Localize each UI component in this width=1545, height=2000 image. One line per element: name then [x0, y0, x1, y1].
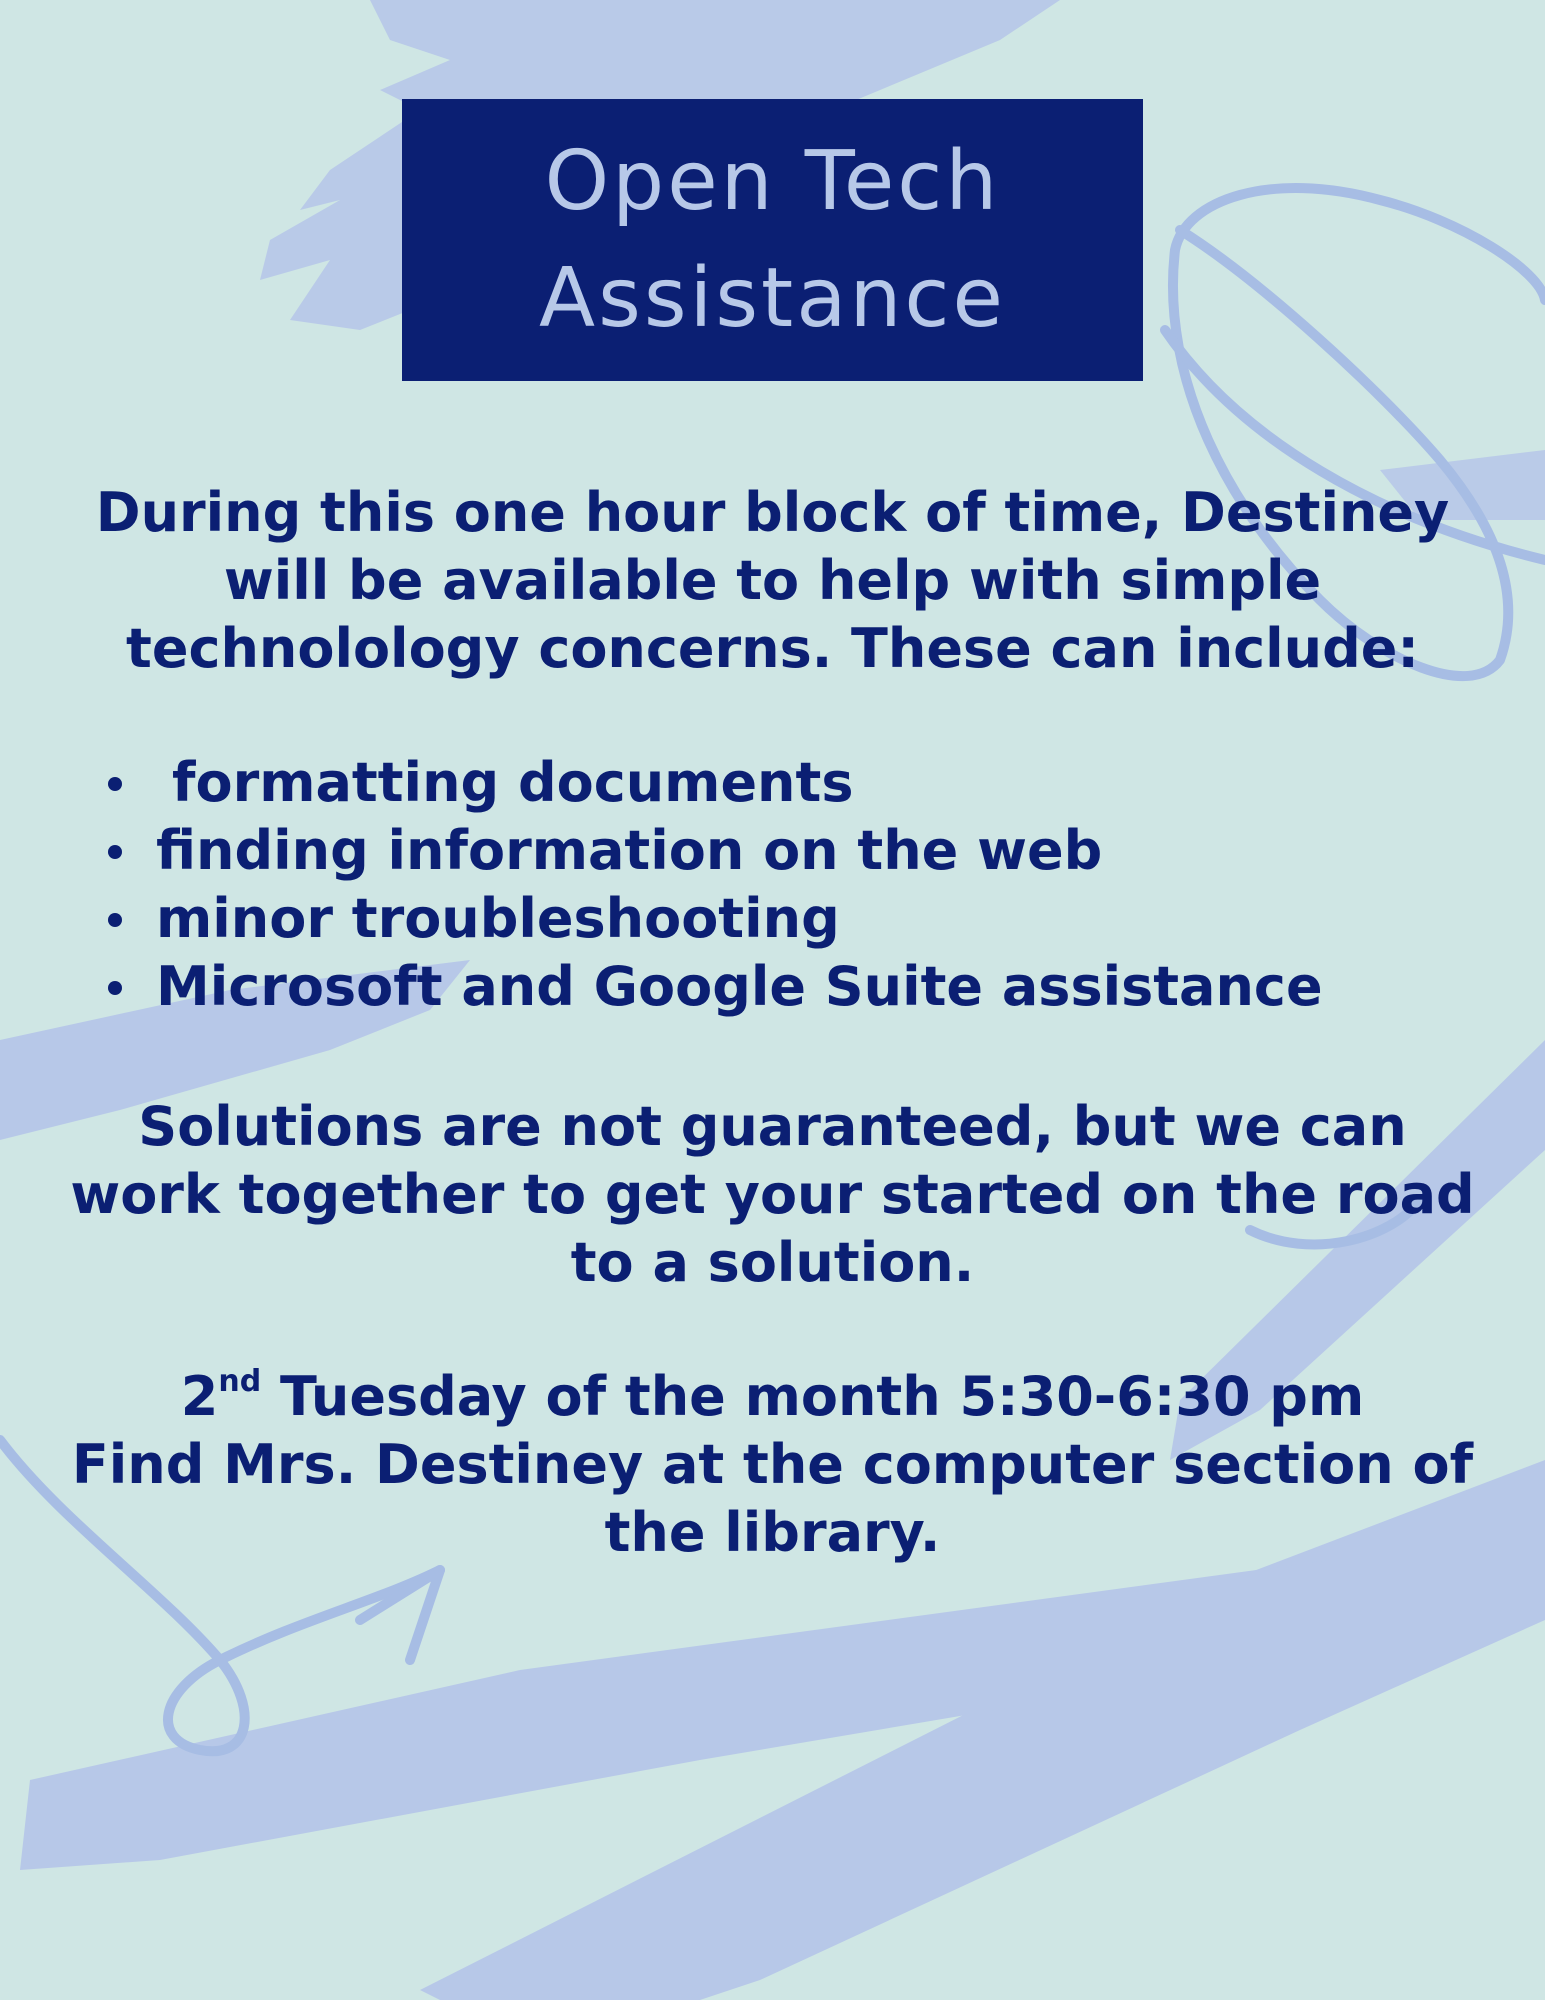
list-item	[100, 817, 1323, 885]
list-item-text: finding information on the web	[156, 819, 1103, 882]
schedule-line-2: Find Mrs. Destiney at the computer section of	[71, 1433, 1474, 1496]
intro-paragraph	[0, 479, 1545, 683]
bullet-icon	[108, 845, 122, 859]
intro-line-3: technolology concerns. These can include:	[126, 617, 1419, 680]
schedule-line-1	[0, 1363, 1545, 1431]
solutions-line-3: to a solution.	[570, 1231, 975, 1294]
title-line-1: Open Tech	[544, 134, 1001, 229]
list-item-text: Microsoft and Google Suite assistance	[156, 955, 1323, 1018]
title-line-2: Assistance	[539, 251, 1006, 346]
schedule-paragraph	[0, 1363, 1545, 1567]
intro-line-1: During this one hour block of time, Destiney	[95, 481, 1450, 544]
solutions-line-2: work together to get your started on the road	[70, 1163, 1475, 1226]
list-item	[100, 885, 1323, 953]
schedule-line-3: the library.	[604, 1501, 941, 1564]
list-item	[100, 749, 1323, 817]
ordinal-suffix: nd	[218, 1364, 262, 1399]
list-item-text: formatting documents	[172, 751, 854, 814]
solutions-paragraph	[0, 1093, 1545, 1297]
ordinal-number: 2	[180, 1365, 219, 1428]
schedule-time: Tuesday of the month 5:30-6:30 pm	[261, 1365, 1365, 1428]
list-item	[100, 953, 1323, 1021]
bullet-icon	[108, 913, 122, 927]
solutions-line-1: Solutions are not guaranteed, but we can	[138, 1095, 1407, 1158]
title-banner	[402, 99, 1143, 381]
bullet-icon	[108, 981, 122, 995]
list-item-text: minor troubleshooting	[156, 887, 840, 950]
bullet-icon	[108, 777, 122, 791]
intro-line-2: will be available to help with simple	[223, 549, 1322, 612]
concerns-list	[100, 749, 1323, 1021]
